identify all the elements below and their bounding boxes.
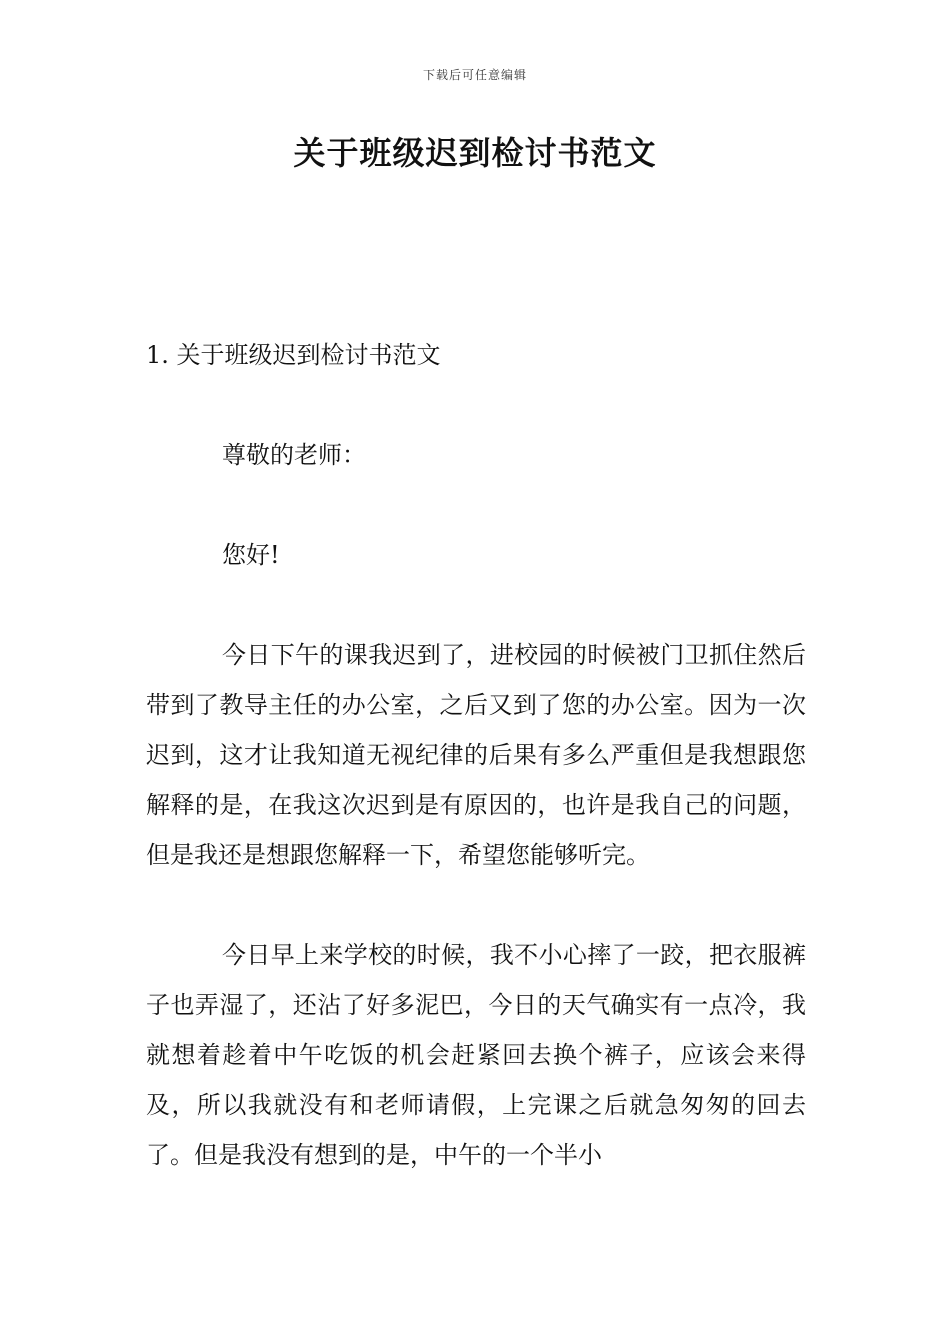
section-heading: 1. 关于班级迟到检讨书范文 xyxy=(146,341,441,369)
header-note: 下载后可任意编辑 xyxy=(422,68,527,82)
document-body xyxy=(146,330,806,1230)
greeting: 您好! xyxy=(222,541,280,569)
salutation: 尊敬的老师： xyxy=(222,441,366,469)
document-title: 关于班级迟到检讨书范文 xyxy=(293,134,657,172)
paragraph: 今日早上来学校的时候，我不小心摔了一跤，把衣服裤子也弄湿了，还沾了好多泥巴，今日的天气确实有一点冷，我就想着趁着中午吃饭的机会赶紧回去换个裤子，应该会来得及，所以我就没有和老师请假，上完课之后就急匆匆的回去了。但是我没有想到的是，中午的一个半小 xyxy=(146,941,806,1169)
paragraph: 今日下午的课我迟到了，进校园的时候被门卫抓住然后带到了教导主任的办公室，之后又到了您的办公室。因为一次迟到，这才让我知道无视纪律的后果有多么严重但是我想跟您解释的是，在我这次迟到是有原因的，也许是我自己的问题，但是我还是想跟您解释一下，希望您能够听完。 xyxy=(146,641,806,869)
